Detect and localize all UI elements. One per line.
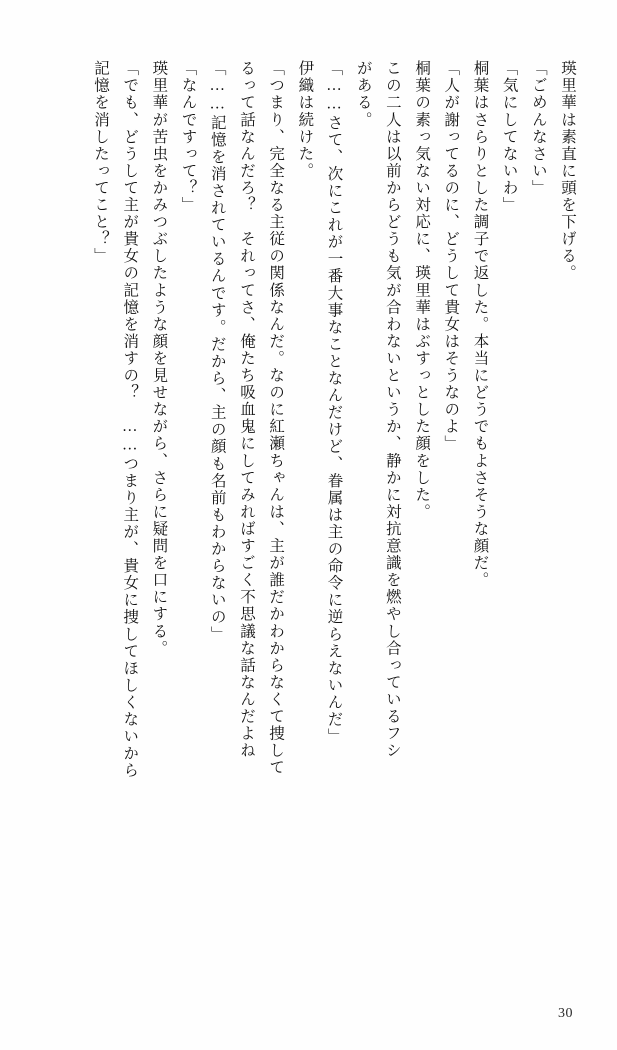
text-line: 「ごめんなさい」 <box>529 60 547 197</box>
text-line: 「……さて、次にこれが一番大事なことなんだけど、眷属は主の命令に逆らえないんだ」 <box>325 60 343 745</box>
text-line: 「なんですって？」 <box>179 60 197 214</box>
text-line: 「気にしてないわ」 <box>500 60 518 214</box>
text-line: がある。 <box>354 60 372 129</box>
text-line: 瑛里華が苦虫をかみつぶしたような顔を見せながら、さらに疑問を口にする。 <box>150 60 168 657</box>
text-line: 記憶を消したってこと？」 <box>92 60 109 265</box>
text-line: 桐葉の素っ気ない対応に、瑛里華はぶすっとした顔をした。 <box>413 60 431 521</box>
text-line: 「人が謝ってるのに、どうして貴女はそうなのよ」 <box>442 60 460 453</box>
text-line: この二人は以前からどうも気が合わないというか、静かに対抗意識を燃やし合っているフシ <box>383 60 401 760</box>
text-line: 伊織は続けた。 <box>296 60 314 180</box>
text-line: 桐葉はさらりとした調子で返した。本当にどうでもよさそうな顔だ。 <box>471 60 489 589</box>
text-line: るって話なんだろ？ それってさ、俺たち吸血鬼にしてみればすごく不思議な話なんだよね <box>237 60 255 760</box>
text-line: 「でも、どうして主が貴女の記憶を消すの？ ……つまり主が、貴女に捜してほしくないから <box>121 60 139 780</box>
page-number: 30 <box>558 1006 573 1021</box>
text-line: 「つまり、完全なる主従の関係なんだ。なのに紅瀬ちゃんは、主が誰だかわからなくて捜して <box>267 60 285 777</box>
body-text <box>40 60 575 980</box>
text-line: 「……記憶を消されているんです。だから、主の顔も名前もわからないの」 <box>208 60 226 643</box>
text-line: 瑛里華は素直に頭を下げる。 <box>559 60 576 282</box>
